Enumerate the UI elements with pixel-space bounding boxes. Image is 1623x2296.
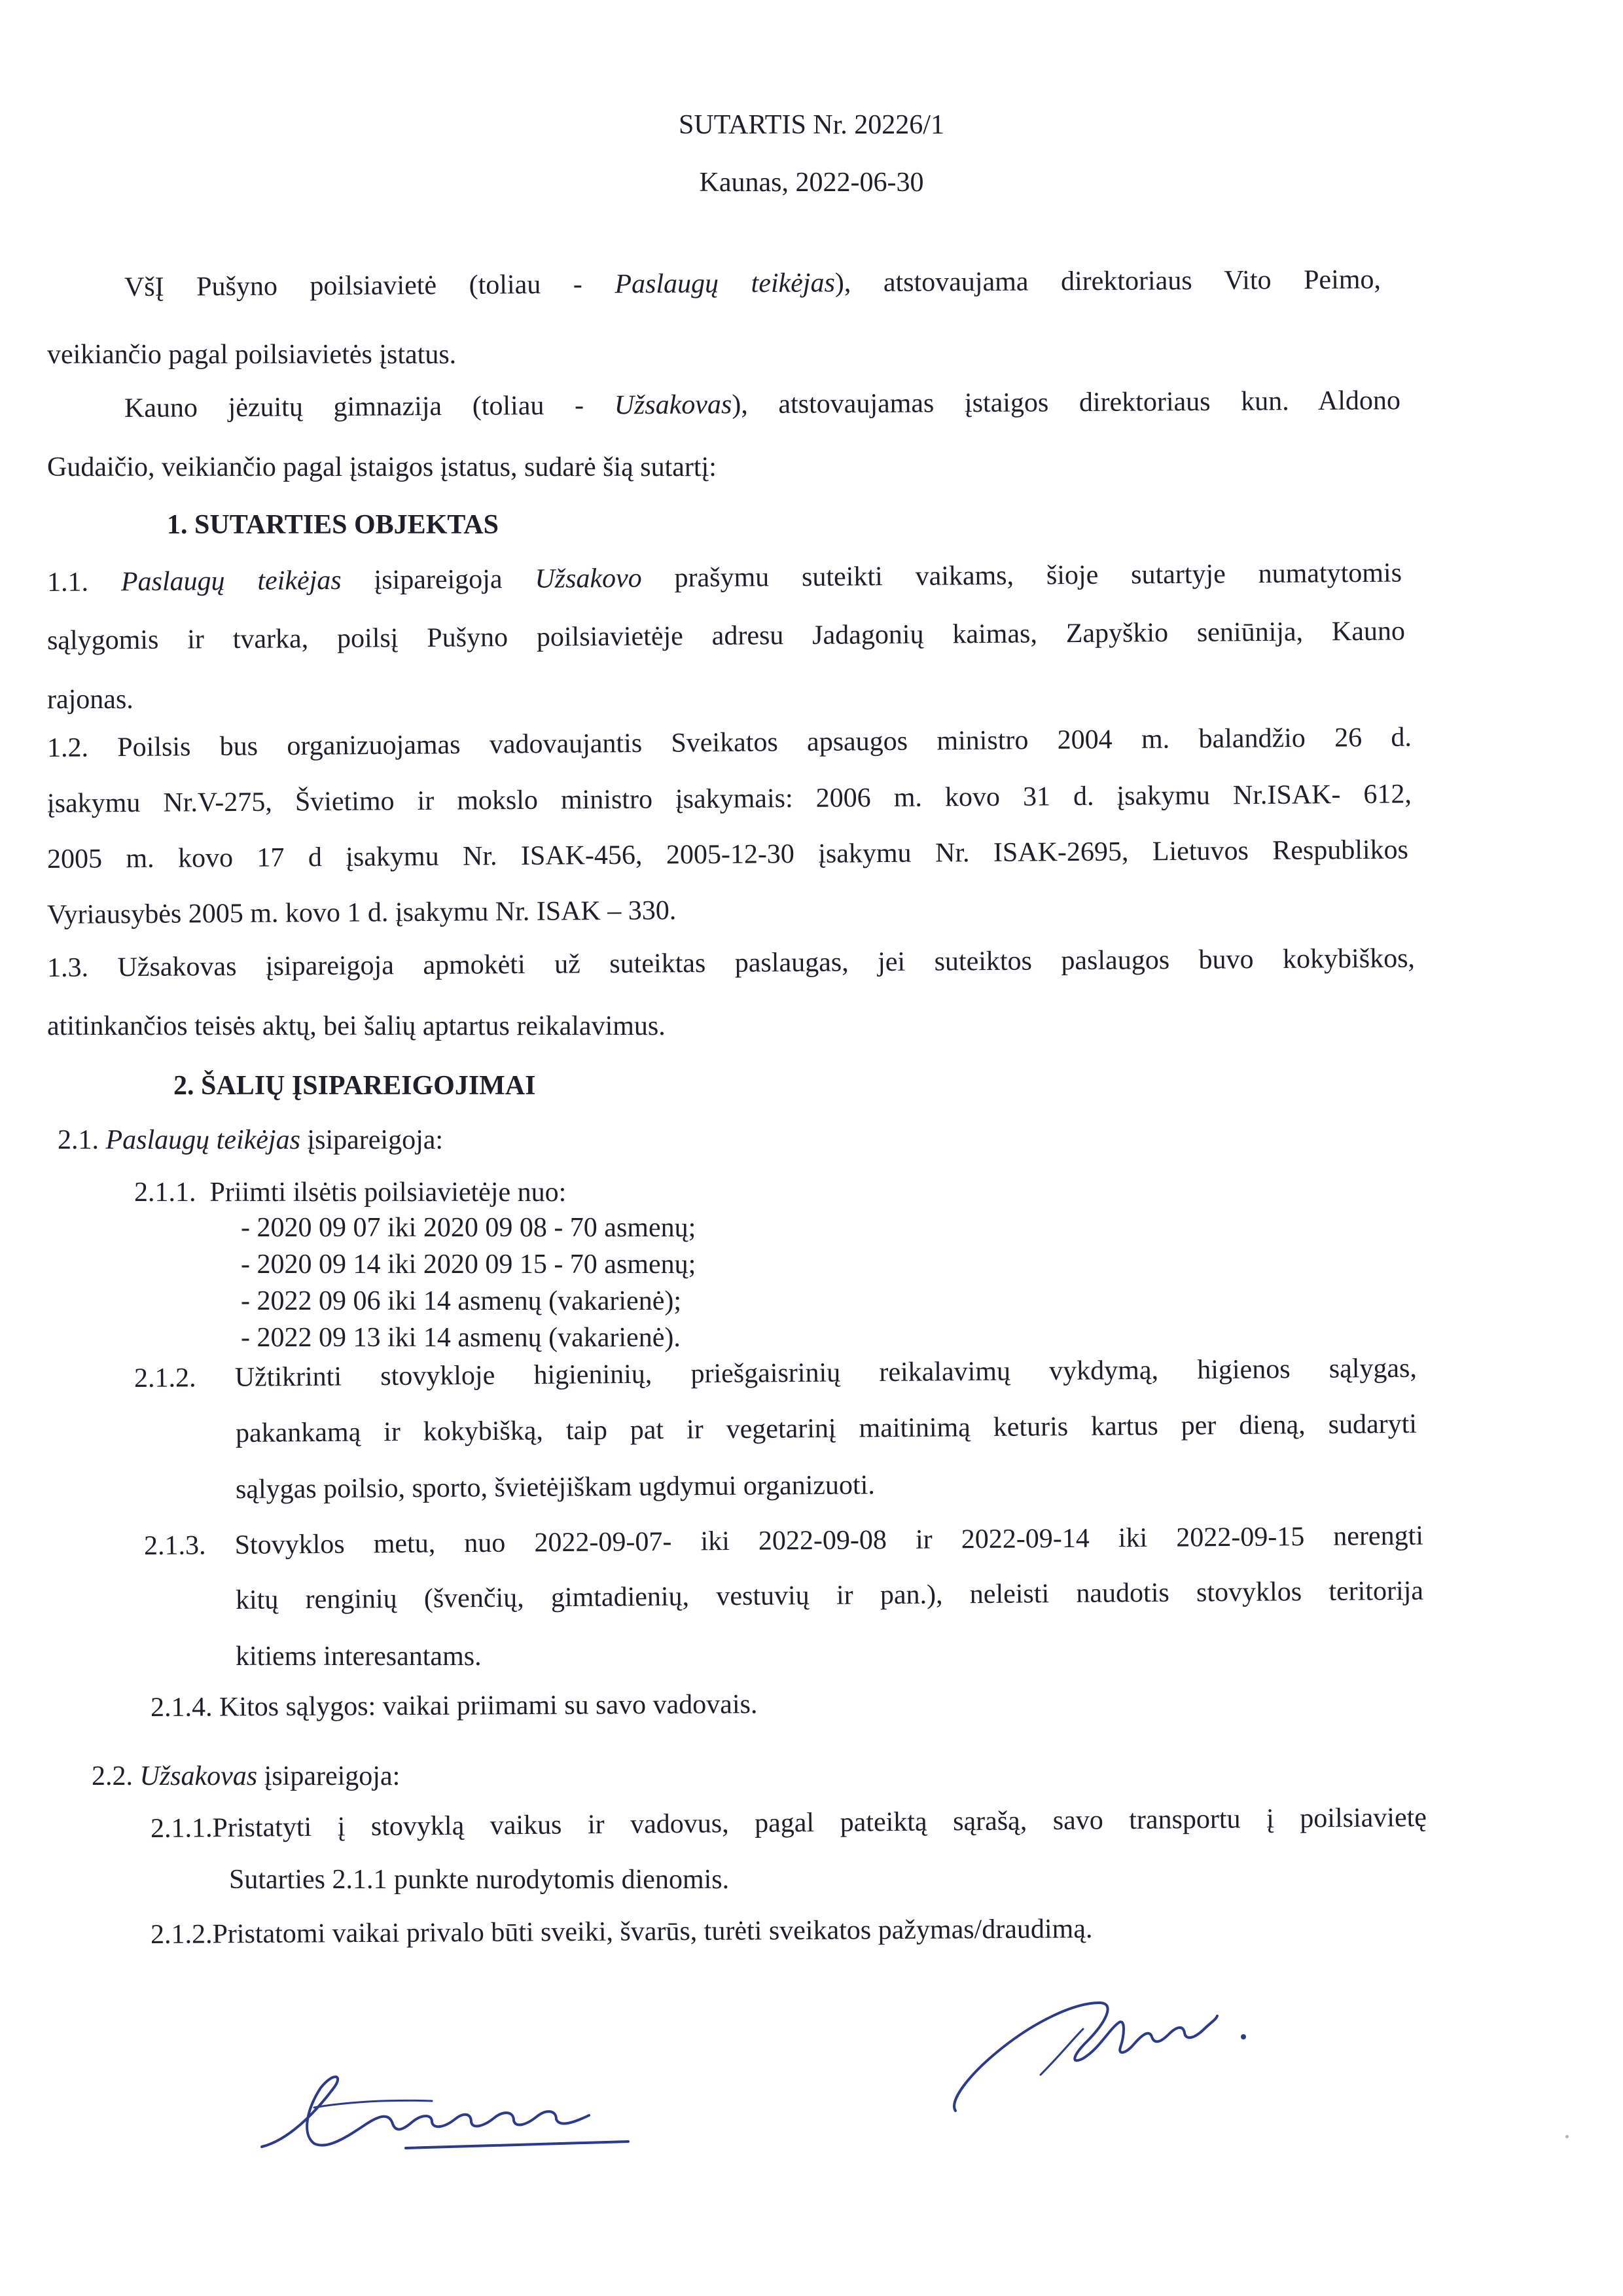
clause-2-1-2-line-3: sąlygas poilsio, sporto, švietėjiškam ugdymui organizuoti. [235,1470,875,1505]
clause-1-3-line-1: 1.3. Užsakovas įsipareigoja apmokėti už suteiktas paslaugas, jei suteiktos paslaugos buvo kokybiškos, [46,943,1416,983]
clause-1-1-line-3: rajonas. [47,685,134,715]
contract-place-date: Kaunas, 2022-06-30 [699,168,924,198]
date-range-2: - 2020 09 14 iki 2020 09 15 - 70 asmenų; [241,1249,696,1280]
preamble-line-1: VšĮ Pušyno poilsiavietė (toliau - Paslaugų teikėjas), atstovaujama direktoriaus Vito Peimo, [124,264,1382,302]
date-range-4: - 2022 09 13 iki 14 asmenų (vakarienė). [241,1323,681,1353]
section-2-heading: 2. ŠALIŲ ĮSIPAREIGOJIMAI [173,1071,536,1101]
contract-title: SUTARTIS Nr. 20226/1 [679,110,944,140]
clause-1-1-line-1: 1.1. Paslaugų teikėjas įsipareigoja Užsakovo prašymu suteikti vaikams, šioje sutartyje numatytomis [46,558,1402,598]
clause-2-1-1: 2.1.1. Priimti ilsėtis poilsiavietėje nuo: [134,1177,567,1208]
clause-2-1-2-line-2: pakankamą ir kokybišką, taip pat ir vegetarinį maitinimą keturis kartus per dieną, sudaryti [235,1408,1418,1448]
signature-right [942,1977,1283,2127]
signature-left [236,2062,654,2166]
clause-1-2-line-2: įsakymu Nr.V-275, Švietimo ir mokslo ministro įsakymais: 2006 m. kovo 31 d. įsakymu Nr.ISAK- 612, [46,779,1412,819]
clause-1-2-line-3: 2005 m. kovo 17 d įsakymu Nr. ISAK-456, 2005-12-30 įsakymu Nr. ISAK-2695, Lietuvos Respublikos [46,834,1409,874]
clause-2-2-2: 2.1.2.Pristatomi vaikai privalo būti sveiki, švarūs, turėti sveikatos pažymas/draudimą. [150,1914,1093,1950]
clause-1-2-line-4: Vyriausybės 2005 m. kovo 1 d. įsakymu Nr. ISAK – 330. [46,895,677,930]
clause-2-1-2-line-1: 2.1.2. Užtikrinti stovykloje higieninių, priešgaisrinių reikalavimų vykdymą, higienos sąlygas, [134,1353,1418,1393]
clause-2-2: 2.2. Užsakovas įsipareigoja: [92,1761,401,1791]
clause-2-1-3-line-2: kitų renginių (švenčių, gimtadienių, vestuvių ir pan.), neleisti naudotis stovyklos teritorija [235,1575,1424,1615]
date-range-1: - 2020 09 07 iki 2020 09 08 - 70 asmenų; [241,1213,696,1243]
scan-speck [1565,2135,1569,2138]
clause-2-2-1-line-2: Sutarties 2.1.1 punkte nurodytomis dienomis. [229,1865,730,1895]
preamble-line-4: Gudaičio, veikiančio pagal įstaigos įstatus, sudarė šią sutartį: [47,452,717,482]
clause-2-1-4: 2.1.4. Kitos sąlygos: vaikai priimami su savo vadovais. [150,1689,758,1723]
clause-2-1-3-line-1: 2.1.3. Stovyklos metu, nuo 2022-09-07- iki 2022-09-08 ir 2022-09-14 iki 2022-09-15 nerengti [143,1520,1424,1561]
date-range-3: - 2022 09 06 iki 14 asmenų (vakarienė); [241,1286,681,1316]
section-1-heading: 1. SUTARTIES OBJEKTAS [167,510,499,540]
clause-1-3-line-2: atitinkančios teisės aktų, bei šalių aptartus reikalavimus. [47,1011,666,1041]
clause-1-1-line-2: sąlygomis ir tvarka, poilsį Pušyno poilsiavietėje adresu Jadagonių kaimas, Zapyškio seniūnija, Kauno [46,616,1406,656]
clause-1-2-line-1: 1.2. Poilsis bus organizuojamas vadovaujantis Sveikatos apsaugos ministro 2004 m. balandžio 26 d. [46,722,1412,763]
preamble-line-3: Kauno jėzuitų gimnazija (toliau - Užsakovas), atstovaujamas įstaigos direktoriaus kun. Aldono [124,386,1401,423]
clause-2-1: 2.1. Paslaugų teikėjas įsipareigoja: [58,1125,444,1155]
clause-2-1-3-line-3: kitiems interesantams. [236,1641,482,1672]
preamble-line-2: veikiančio pagal poilsiavietės įstatus. [47,340,457,370]
clause-2-2-1-line-1: 2.1.1.Pristatyti į stovyklą vaikus ir vadovus, pagal pateiktą sąrašą, savo transportu į poilsiavietę [150,1802,1427,1844]
